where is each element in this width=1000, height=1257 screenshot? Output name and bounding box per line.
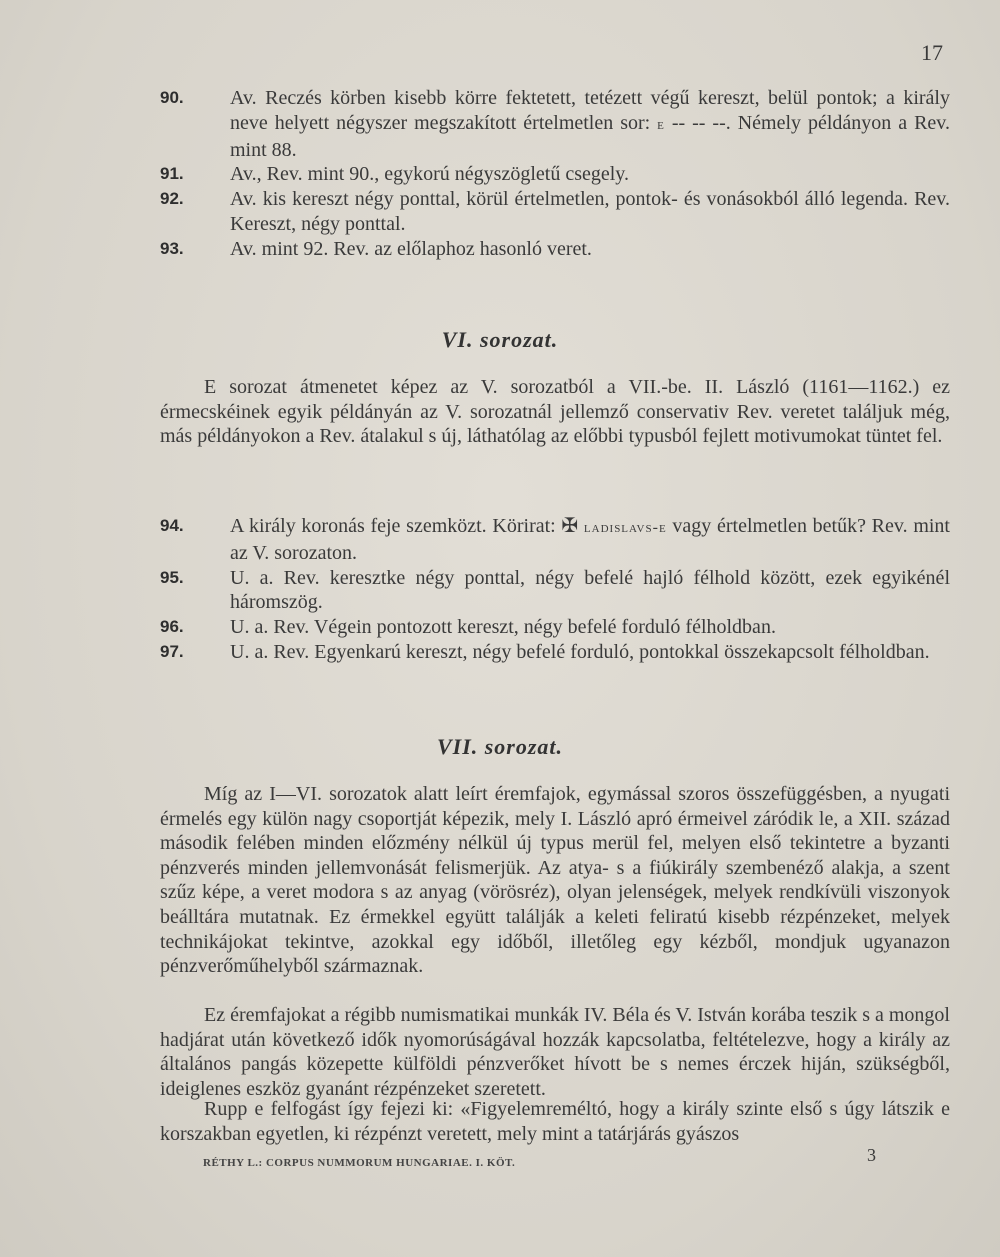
entry-text: U. a. Rev. keresztke négy ponttal, négy befelé hajló félhold között, ezek egyikénél háromszög. xyxy=(230,566,950,614)
paragraph-vi: E sorozat átmenetet képez az V. sorozatból a VII.-be. II. László (1161—1162.) ez érmecskéinek egyik példányán az V. sorozatnál jellemző conservativ Rev. veretet találjuk még, más példányokon a Rev. átalakul s új, láthatólag az előbbi typusból fejlett motivumokat tüntet fel. xyxy=(160,376,950,448)
heading-numeral: VII. xyxy=(436,734,479,759)
entry-number: 97. xyxy=(160,641,184,661)
entry-number: 96. xyxy=(160,617,184,637)
section-heading-vi xyxy=(0,327,1000,353)
paragraph-vii-3: Rupp e felfogást így fejezi ki: «Figyelemreméltó, hogy a király szinte első s úgy látszik e korszakban egyetlen, ki rézpénzt veretett, mely mint a tatárjárás gyászos xyxy=(160,1098,950,1145)
entry-97 xyxy=(160,640,950,665)
signature-mark: 3 xyxy=(867,1145,876,1165)
entries-list-1 xyxy=(160,86,950,262)
entry-94 xyxy=(160,514,950,566)
entry-90 xyxy=(160,86,950,162)
entry-text: Av. mint 92. Rev. az előlaphoz hasonló veret. xyxy=(230,237,592,260)
entry-93 xyxy=(160,237,950,262)
entry-number: 91. xyxy=(160,164,184,184)
legend-text: ladislavs-e xyxy=(583,519,667,536)
entry-91 xyxy=(160,162,950,187)
entry-text xyxy=(230,514,950,566)
entry-text: U. a. Rev. Egyenkarú kereszt, négy befelé forduló, pontokkal összekapcsolt félholdban. xyxy=(230,640,930,663)
entry-number: 93. xyxy=(160,238,184,258)
paragraph-vii-1: Míg az I—VI. sorozatok alatt leírt éremfajok, egymással szoros összefüggésben, a nyugati érmelés egy külön nagy csoportját képezik, mely I. László apró érmeivel záródik le, a XII. század második felében minden előzmény nélkül új typus merül fel, melyen első tekintetre a byzanti pénzverés minden jellemvonását felismerjük. Az atya- s a fiúkirály szembenéző alakja, a szent szűz képe, a veret modora s az anyag (vörösréz), olyan jelenségek, melyek rendkívüli viszonyok beálltára mutatnak. Ez érmekkel együtt találják a keleti feliratú kisebb rézpénzeket, melyek technikájokat tekintve, azokkal egy időből, illetőleg egy kézből, mondjuk ugyanazon pénzverőműhelyből származnak. xyxy=(160,783,950,978)
page-number: 17 xyxy=(921,40,943,65)
entry-text-part: vagy értelmetlen betűk? Rev. mint az V. sorozaton. xyxy=(230,515,950,564)
paragraph-vii-2: Ez éremfajokat a régibb numismatikai munkák IV. Béla és V. István korába teszik s a mongol hadjárat után következő idők nyomorúságával hozzák kapcsolatba, feltételezve, hogy a király az általános pangás közepette külföldi pénzverőket hívott be s nemes érczek hiján, szükségből, ideiglenes eszköz gyanánt rézpénzeket szeretett. xyxy=(160,1004,950,1100)
entry-text: Av. kis kereszt négy ponttal, körül értelmetlen, pontok- és vonásokból álló legenda. Rev. Kereszt, négy ponttal. xyxy=(230,188,950,235)
entry-text: Av., Rev. mint 90., egykorú négyszögletű csegely. xyxy=(230,163,629,186)
entry-text: U. a. Rev. Végein pontozott kereszt, négy befelé forduló félholdban. xyxy=(230,616,776,639)
entries-list-2 xyxy=(160,514,950,665)
entry-95 xyxy=(160,566,950,616)
entry-number: 90. xyxy=(160,88,184,107)
entry-text xyxy=(230,86,950,162)
entry-text-part: Av. Reczés körben kisebb körre fektetett, tetézett végű kereszt, belül pontok; a király neve helyett négyszer megszakított értelmetlen sor: xyxy=(230,87,950,134)
entry-92 xyxy=(160,187,950,237)
section-heading-vii xyxy=(0,734,1000,760)
footer-citation: RÉTHY L.: CORPUS NUMMORUM HUNGARIAE. I. KÖT. xyxy=(203,1157,516,1169)
heading-numeral: VI. xyxy=(441,327,474,352)
heading-word: sorozat. xyxy=(479,327,559,352)
entry-text-part: A király koronás feje szemközt. Körirat: ✠ xyxy=(230,515,584,537)
entry-number: 92. xyxy=(160,189,184,209)
legend-text: e xyxy=(657,115,665,133)
entry-number: 94. xyxy=(160,516,184,535)
entry-number: 95. xyxy=(160,567,184,587)
entry-text-part: -- -- --. Némely példányon a Rev. mint 88. xyxy=(230,111,950,161)
heading-word: sorozat. xyxy=(484,734,564,759)
entry-96 xyxy=(160,615,950,640)
